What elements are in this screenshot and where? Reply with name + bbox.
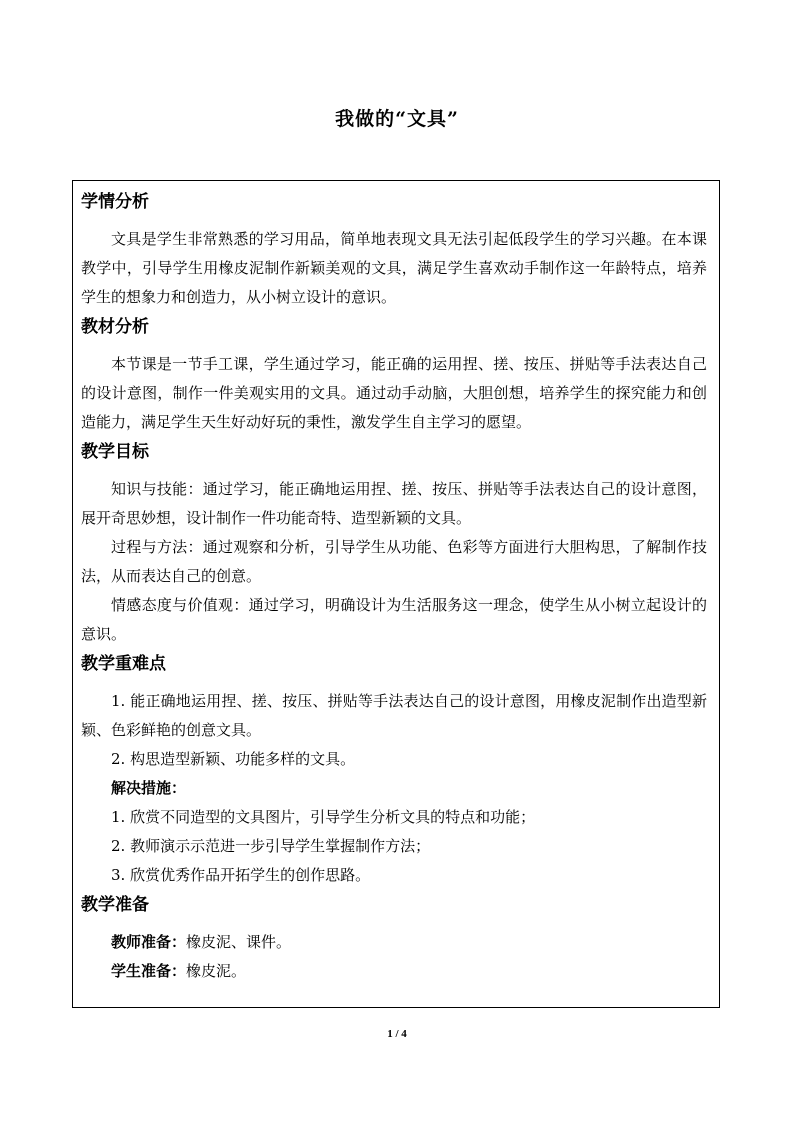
- section-heading-student-analysis: 学情分析: [81, 192, 149, 212]
- measure-item: 3. 欣赏优秀作品开拓学生的创作思路。: [111, 866, 371, 884]
- page-number: 1 / 4: [387, 1028, 407, 1040]
- section-heading-key-points: 教学重难点: [81, 654, 166, 674]
- key-point-item: 2. 构思造型新颖、功能多样的文具。: [111, 750, 356, 768]
- student-preparation: [81, 957, 707, 986]
- student-preparation-label: 学生准备：: [111, 962, 187, 980]
- lesson-plan-table: [72, 180, 720, 1008]
- teacher-preparation-label: 教师准备：: [111, 933, 187, 951]
- paragraph-student-analysis: 文具是学生非常熟悉的学习用品，简单地表现文具无法引起低段学生的学习兴趣。在本课教学中，引导学生用橡皮泥制作新颖美观的文具，满足学生喜欢动手制作这一年龄特点，培养学生的想象力和创造力，从小树立设计的意识。: [81, 230, 707, 306]
- objective-attitude-values: 情感态度与价值观：通过学习，明确设计为生活服务这一理念，使学生从小树立起设计的意识。: [81, 596, 707, 643]
- teacher-preparation-value: 橡皮泥、课件。: [186, 933, 292, 951]
- student-preparation-value: 橡皮泥。: [186, 962, 247, 980]
- key-point-item: 1. 能正确地运用捏、搓、按压、拼贴等手法表达自己的设计意图，用橡皮泥制作出造型新颖、色彩鲜艳的创意文具。: [81, 692, 707, 739]
- measures-label: 解决措施：: [111, 779, 187, 797]
- objective-process-methods: 过程与方法：通过观察和分析，引导学生从功能、色彩等方面进行大胆构思，了解制作技法，从而表达自己的创意。: [81, 538, 707, 585]
- objective-knowledge-skills: 知识与技能：通过学习，能正确地运用捏、搓、按压、拼贴等手法表达自己的设计意图，展开奇思妙想，设计制作一件功能奇特、造型新颖的文具。: [81, 480, 707, 527]
- section-heading-preparation: 教学准备: [81, 895, 149, 915]
- paragraph-material-analysis: 本节课是一节手工课，学生通过学习，能正确的运用捏、搓、按压、拼贴等手法表达自己的设计意图，制作一件美观实用的文具。通过动手动脑，大胆创想，培养学生的探究能力和创造能力，满足学生天生好动好玩的秉性，激发学生自主学习的愿望。: [81, 355, 707, 431]
- section-heading-material-analysis: 教材分析: [81, 317, 149, 337]
- teacher-preparation: [81, 928, 707, 957]
- measure-item: 1. 欣赏不同造型的文具图片，引导学生分析文具的特点和功能；: [111, 808, 536, 826]
- measure-item: 2. 教师演示示范进一步引导学生掌握制作方法；: [111, 837, 431, 855]
- document-title: 我做的“文具”: [335, 108, 459, 130]
- section-heading-objectives: 教学目标: [81, 442, 149, 462]
